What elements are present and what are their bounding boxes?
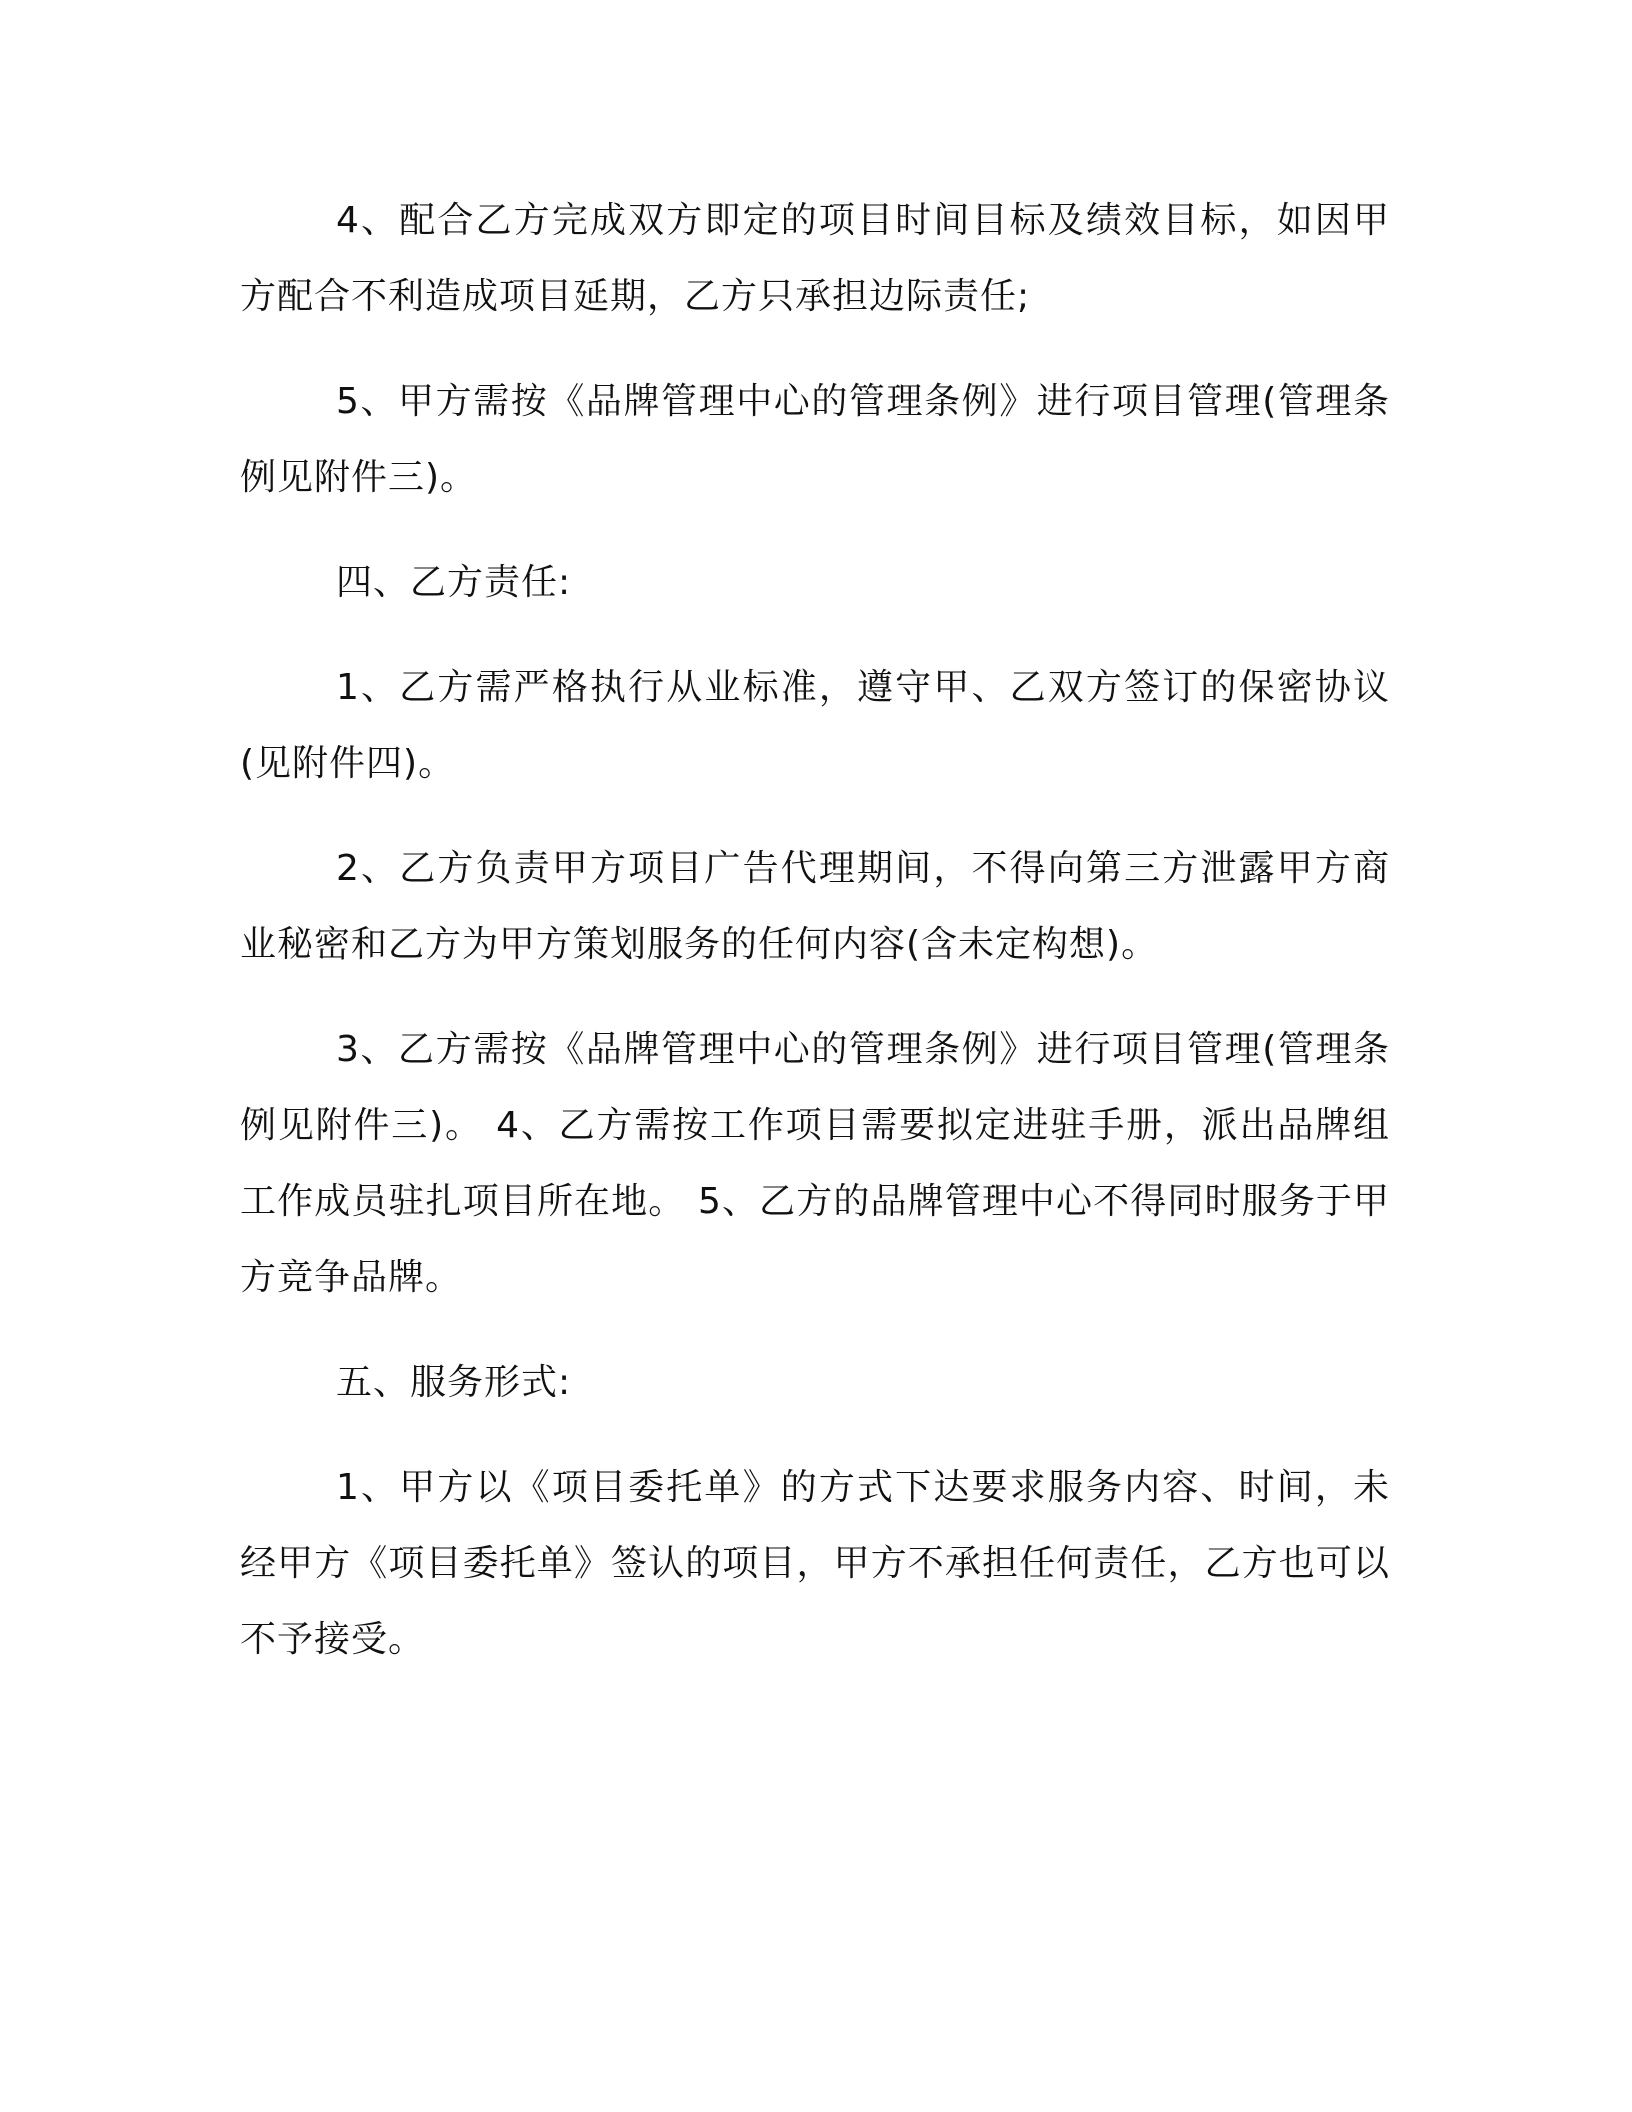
clause-4-cooperation: 4、配合乙方完成双方即定的项目时间目标及绩效目标，如因甲方配合不利造成项目延期，乙方只承担边际责任; [240, 200, 1390, 317]
clause-1-confidentiality: 1、乙方需严格执行从业标准，遵守甲、乙双方签订的保密协议(见附件四)。 [240, 667, 1390, 784]
clause-3-5-brand-management: 3、乙方需按《品牌管理中心的管理条例》进行项目管理(管理条例见附件三)。 4、乙方需按工作项目需要拟定进驻手册，派出品牌组工作成员驻扎项目所在地。 5、乙方的品牌管理中心不得同时服务于甲方竞争品牌。 [240, 1029, 1390, 1298]
clause-1-commission-order: 1、甲方以《项目委托单》的方式下达要求服务内容、时间，未经甲方《项目委托单》签认的项目，甲方不承担任何责任，乙方也可以不予接受。 [240, 1467, 1390, 1660]
clause-2-non-disclosure: 2、乙方负责甲方项目广告代理期间，不得向第三方泄露甲方商业秘密和乙方为甲方策划服务的任何内容(含未定构想)。 [240, 848, 1390, 965]
document-body [240, 183, 1390, 1707]
clause-5-management: 5、甲方需按《品牌管理中心的管理条例》进行项目管理(管理条例见附件三)。 [240, 381, 1390, 498]
section-heading-service-form: 五、服务形式: [336, 1362, 572, 1403]
section-heading-party-b-duties: 四、乙方责任: [336, 562, 572, 603]
